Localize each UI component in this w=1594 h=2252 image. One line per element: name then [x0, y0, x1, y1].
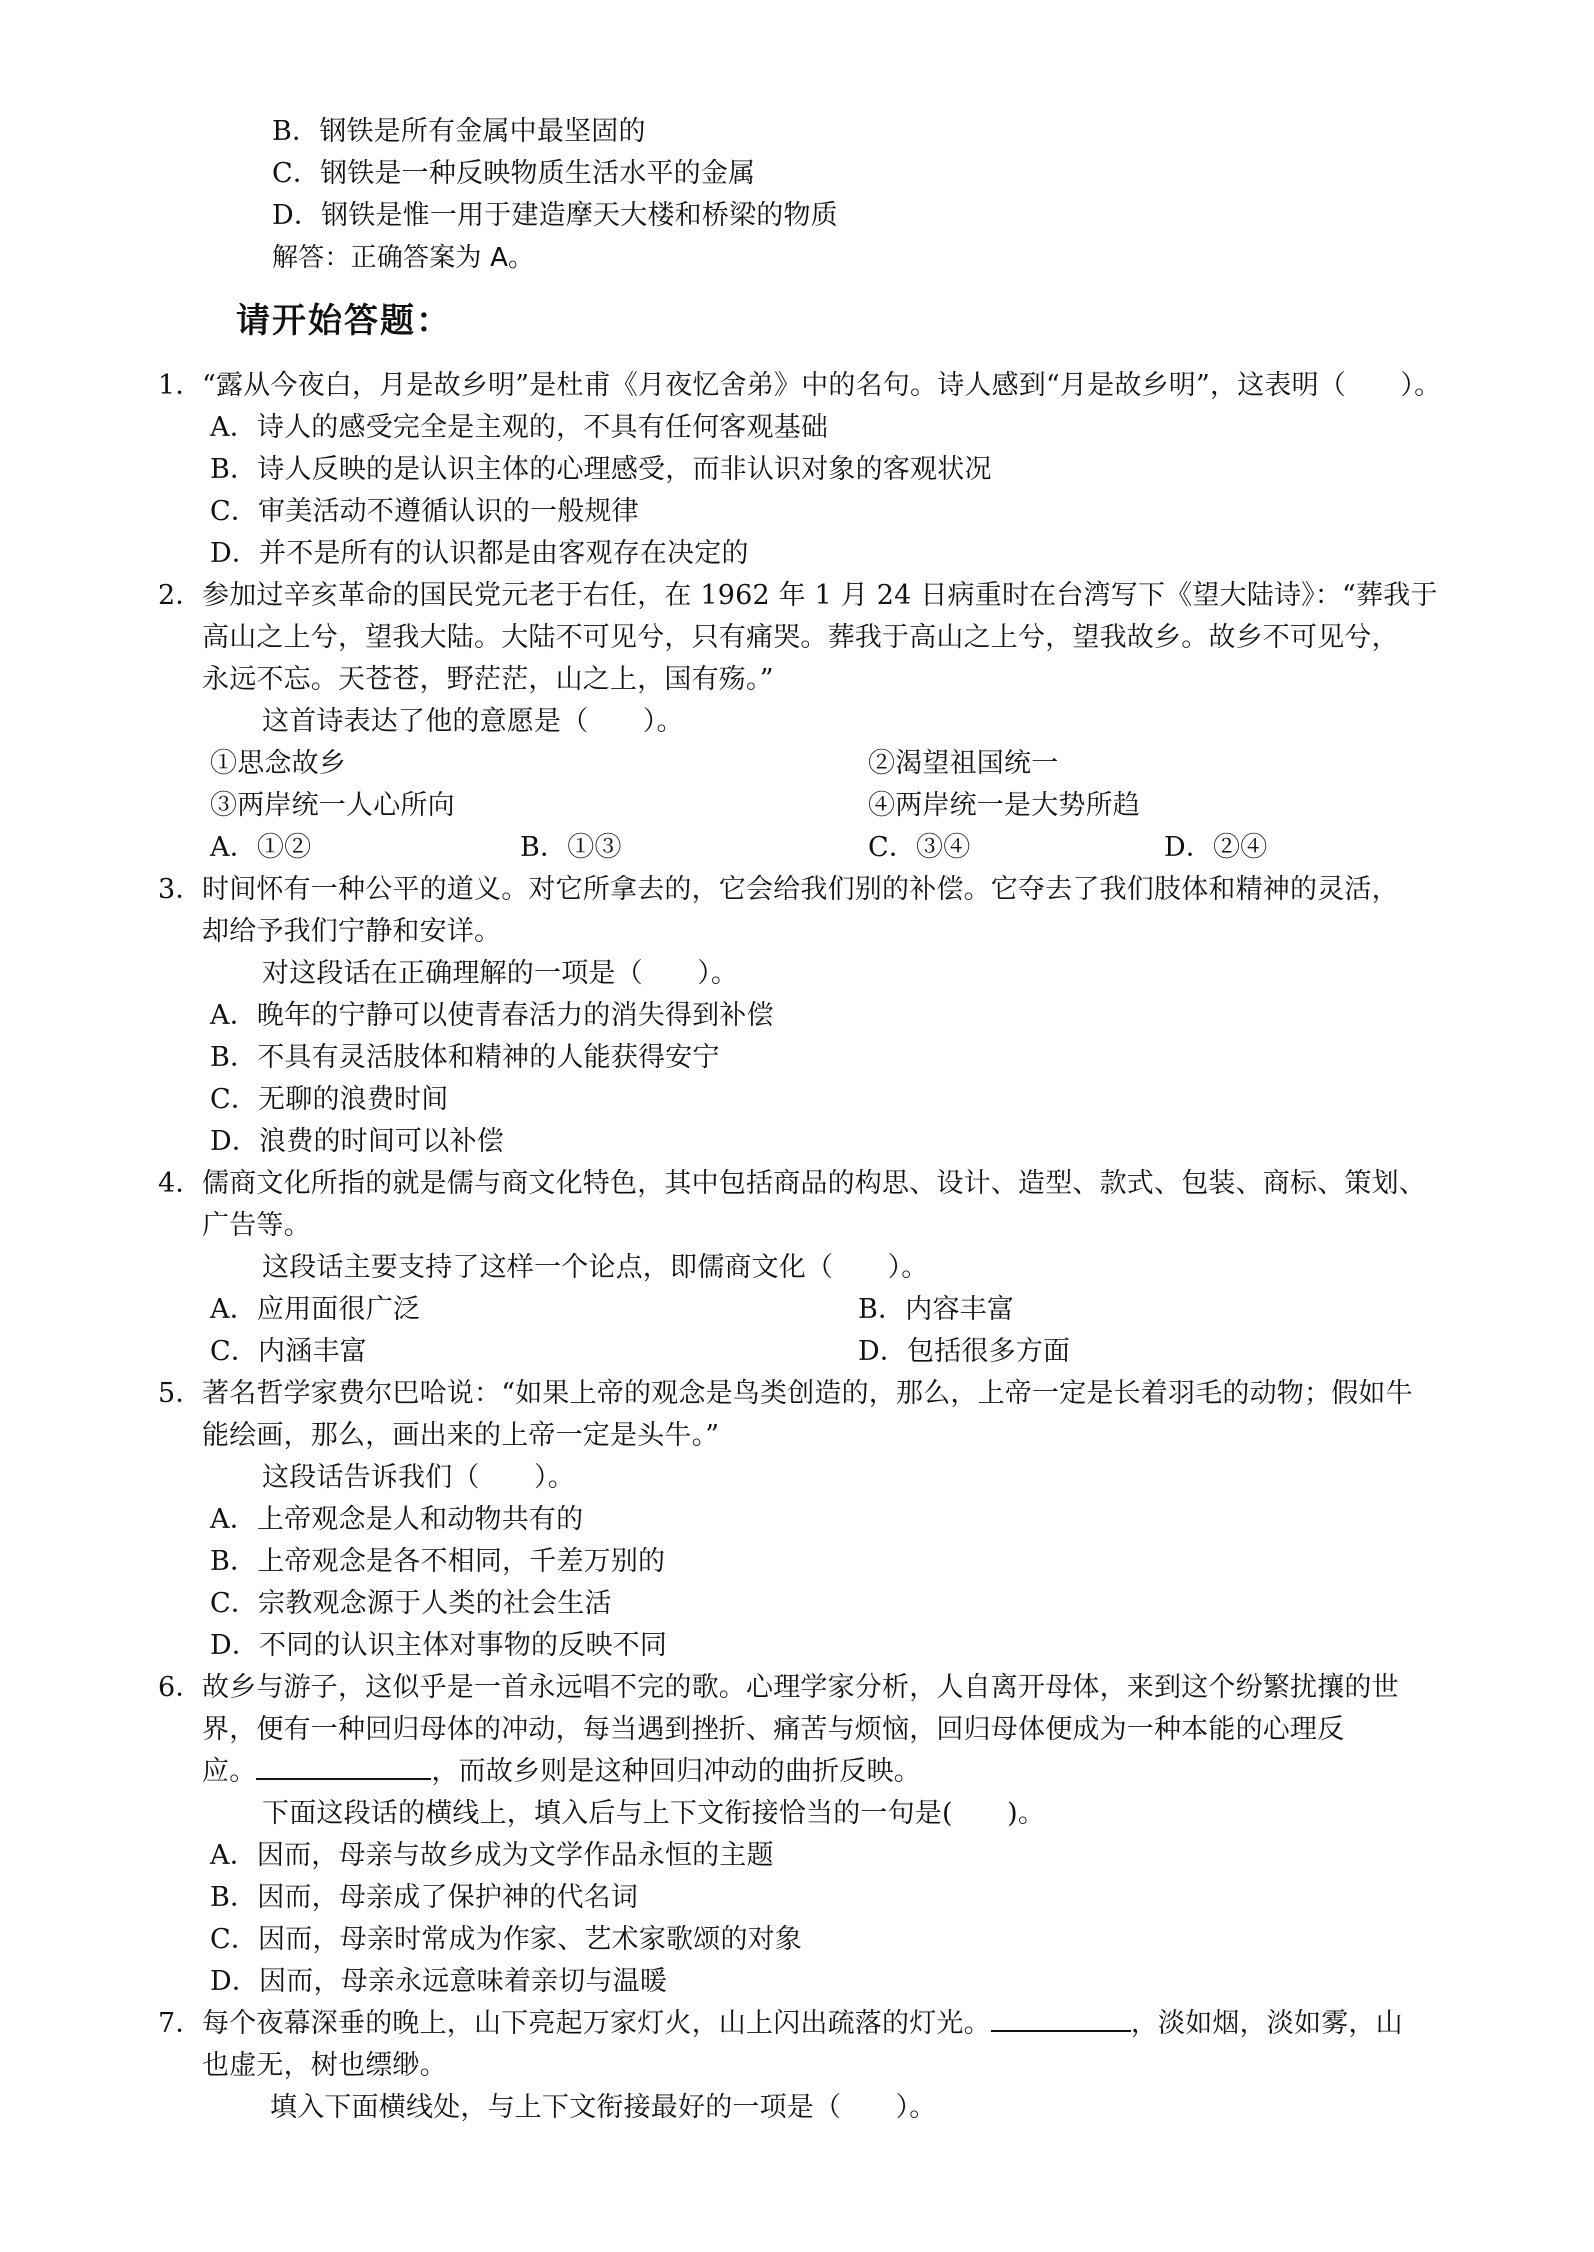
- section-heading: 请开始答题：: [236, 301, 452, 341]
- question-2-item-1: ①思念故乡: [210, 748, 346, 779]
- question-3-option-b: B．不具有灵活肢体和精神的人能获得安宁: [210, 1042, 720, 1073]
- question-4-prompt: 这段话主要支持了这样一个论点，即儒商文化（ ）。: [262, 1252, 929, 1283]
- question-4-stem-line-2: 广告等。: [202, 1210, 311, 1241]
- question-1-option-b: B．诗人反映的是认识主体的心理感受，而非认识对象的客观状况: [210, 454, 992, 485]
- question-2-item-2: ②渴望祖国统一: [868, 748, 1059, 779]
- question-6-option-b: B．因而，母亲成了保护神的代名词: [210, 1882, 639, 1913]
- question-2-option-a: A．①②: [210, 832, 312, 863]
- question-2-stem-line-1: 参加过辛亥革命的国民党元老于右任，在 1962 年 1 月 24 日病重时在台湾写下《望大陆诗》：“葬我于: [202, 580, 1438, 611]
- question-2-prompt: 这首诗表达了他的意愿是（ ）。: [262, 706, 684, 737]
- question-7-stem-line-1-end: ，淡如烟，淡如雾，山: [1130, 2008, 1403, 2039]
- question-5-option-d: D．不同的认识主体对事物的反映不同: [210, 1630, 668, 1661]
- question-6-stem-line-3-end: ，而故乡则是这种回归冲动的曲折反映。: [431, 1756, 922, 1787]
- question-5-option-b: B．上帝观念是各不相同，千差万别的: [210, 1546, 666, 1577]
- question-5-stem-line-1: 著名哲学家费尔巴哈说：“如果上帝的观念是鸟类创造的，那么，上帝一定是长着羽毛的动物；假如牛: [202, 1378, 1413, 1409]
- intro-option-b: B．钢铁是所有金属中最坚固的: [272, 116, 646, 147]
- question-6-prompt: 下面这段话的横线上，填入后与上下文衔接恰当的一句是( )。: [262, 1798, 1046, 1829]
- question-2-stem-line-3: 永远不忘。天苍苍，野茫茫，山之上，国有殇。”: [202, 664, 774, 695]
- question-6-option-d: D．因而，母亲永远意味着亲切与温暖: [210, 1966, 668, 1997]
- question-3-number: 3．: [158, 874, 203, 905]
- question-4-stem-line-1: 儒商文化所指的就是儒与商文化特色，其中包括商品的构思、设计、造型、款式、包装、商标、策划、: [202, 1168, 1426, 1199]
- question-5-prompt: 这段话告诉我们（ ）。: [262, 1462, 575, 1493]
- question-7-stem-line-1-start: 每个夜幕深垂的晚上，山下亮起万家灯火，山上闪出疏落的灯光。: [202, 2008, 991, 2039]
- question-2-option-b: B．①③: [520, 832, 622, 863]
- question-3-option-c: C．无聊的浪费时间: [210, 1084, 449, 1115]
- question-3-option-a: A．晚年的宁静可以使青春活力的消失得到补偿: [210, 1000, 774, 1031]
- question-4-option-c: C．内涵丰富: [210, 1336, 367, 1367]
- question-7-stem-line-2: 也虚无，树也缥缈。: [202, 2050, 447, 2081]
- question-2-item-3: ③两岸统一人心所向: [210, 790, 455, 821]
- question-6-option-c: C．因而，母亲时常成为作家、艺术家歌颂的对象: [210, 1924, 803, 1955]
- question-6-stem-line-2: 界，便有一种回归母体的冲动，每当遇到挫折、痛苦与烦恼，回归母体便成为一种本能的心理反: [202, 1714, 1345, 1745]
- question-6-number: 6．: [158, 1672, 203, 1703]
- question-2-item-4: ④两岸统一是大势所趋: [868, 790, 1140, 821]
- question-6-option-a: A．因而，母亲与故乡成为文学作品永恒的主题: [210, 1840, 774, 1871]
- question-3-stem-line-1: 时间怀有一种公平的道义。对它所拿去的，它会给我们别的补偿。它夺去了我们肢体和精神的灵活，: [202, 874, 1399, 905]
- question-4-number: 4．: [158, 1168, 203, 1199]
- question-2-option-c: C．③④: [868, 832, 971, 863]
- question-2-option-d: D．②④: [1164, 832, 1268, 863]
- question-3-stem-line-2: 却给予我们宁静和安详。: [202, 916, 502, 947]
- intro-answer: 解答：正确答案为 A。: [272, 243, 535, 273]
- question-3-option-d: D．浪费的时间可以补偿: [210, 1126, 504, 1157]
- question-7-stem-line-1: [202, 2004, 1403, 2044]
- intro-option-d: D．钢铁是惟一用于建造摩天大楼和桥梁的物质: [272, 200, 838, 231]
- question-5-number: 5．: [158, 1378, 203, 1409]
- question-4-option-d: D．包括很多方面: [858, 1336, 1071, 1367]
- intro-option-c: C．钢铁是一种反映物质生活水平的金属: [272, 158, 756, 189]
- question-1-option-a: A．诗人的感受完全是主观的，不具有任何客观基础: [210, 412, 829, 443]
- question-5-option-a: A．上帝观念是人和动物共有的: [210, 1504, 584, 1535]
- question-4-option-b: B．内容丰富: [858, 1294, 1015, 1325]
- question-6-stem-line-3: [202, 1752, 921, 1792]
- question-1-number: 1．: [158, 370, 203, 401]
- question-1-option-d: D．并不是所有的认识都是由客观存在决定的: [210, 538, 749, 569]
- question-6-stem-line-1: 故乡与游子，这似乎是一首永远唱不完的歌。心理学家分析，人自离开母体，来到这个纷繁扰攘的世: [202, 1672, 1399, 1703]
- question-2-number: 2．: [158, 580, 203, 611]
- question-7-answer-blank: [991, 2004, 1131, 2032]
- question-1-stem: “露从今夜白，月是故乡明”是杜甫《月夜忆舍弟》中的名句。诗人感到“月是故乡明”，这表明（ ）。: [202, 370, 1442, 401]
- question-5-stem-line-2: 能绘画，那么，画出来的上帝一定是头牛。”: [202, 1420, 720, 1451]
- question-7-prompt: 填入下面横线处，与上下文衔接最好的一项是（ ）。: [270, 2092, 937, 2123]
- question-1-option-c: C．审美活动不遵循认识的一般规律: [210, 496, 639, 527]
- question-5-option-c: C．宗教观念源于人类的社会生活: [210, 1588, 612, 1619]
- question-7-number: 7．: [158, 2008, 203, 2039]
- question-2-stem-line-2: 高山之上兮，望我大陆。大陆不可见兮，只有痛哭。葬我于高山之上兮，望我故乡。故乡不可见兮，: [202, 622, 1399, 653]
- question-4-option-a: A．应用面很广泛: [210, 1294, 421, 1325]
- question-3-prompt: 对这段话在正确理解的一项是（ ）。: [262, 958, 739, 989]
- question-6-answer-blank: [256, 1752, 431, 1780]
- question-6-stem-line-3-start: 应。: [202, 1756, 257, 1787]
